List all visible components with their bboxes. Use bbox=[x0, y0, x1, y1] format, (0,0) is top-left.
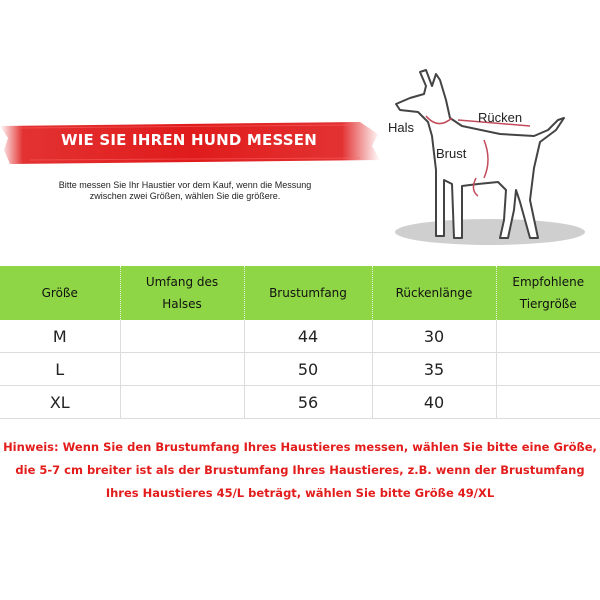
dog-silhouette bbox=[396, 70, 564, 238]
dog-measurement-diagram bbox=[380, 60, 590, 250]
table-row bbox=[0, 353, 600, 386]
cell-back: 30 bbox=[372, 320, 496, 353]
table-header-row bbox=[0, 266, 600, 320]
floor-shadow bbox=[395, 219, 585, 245]
cell-back: 35 bbox=[372, 353, 496, 386]
note-line-1: Hinweis: Wenn Sie den Brustumfang Ihres Haustieres messen, wählen Sie bitte eine Größe, bbox=[3, 440, 597, 454]
intro-text bbox=[20, 180, 350, 202]
intro-line-2: zwischen zwei Größen, wählen Sie die größere. bbox=[89, 191, 281, 201]
cell-neck bbox=[120, 320, 244, 353]
size-table bbox=[0, 266, 600, 419]
table-row bbox=[0, 386, 600, 419]
note-line-3: Ihres Haustieres 45/L beträgt, wählen Sie bitte Größe 49/XL bbox=[105, 486, 495, 500]
header-size: Größe bbox=[0, 266, 120, 320]
note-line-2: die 5-7 cm breiter ist als der Brustumfang Ihres Haustieres, z.B. wenn der Brustumfang bbox=[15, 463, 585, 477]
cell-size: L bbox=[0, 353, 120, 386]
intro-line-1: Bitte messen Sie Ihr Haustier vor dem Kauf, wenn die Messung bbox=[58, 180, 312, 190]
cell-pet-size bbox=[496, 386, 600, 419]
size-note bbox=[0, 436, 600, 505]
header-neck: Umfang des Halses bbox=[120, 266, 244, 320]
cell-chest: 50 bbox=[244, 353, 372, 386]
cell-back: 40 bbox=[372, 386, 496, 419]
cell-chest: 56 bbox=[244, 386, 372, 419]
header-pet-size: Empfohlene Tiergröße bbox=[496, 266, 600, 320]
label-neck: Hals bbox=[388, 120, 415, 135]
banner-title: WIE SIE IHREN HUND MESSEN bbox=[60, 131, 318, 149]
label-back: Rücken bbox=[478, 110, 523, 125]
cell-chest: 44 bbox=[244, 320, 372, 353]
cell-neck bbox=[120, 386, 244, 419]
cell-pet-size bbox=[496, 353, 600, 386]
cell-neck bbox=[120, 353, 244, 386]
header-chest: Brustumfang bbox=[244, 266, 372, 320]
cell-size: M bbox=[0, 320, 120, 353]
header-back: Rückenlänge bbox=[372, 266, 496, 320]
label-chest: Brust bbox=[436, 146, 467, 161]
cell-pet-size bbox=[496, 320, 600, 353]
table-row bbox=[0, 320, 600, 353]
cell-size: XL bbox=[0, 386, 120, 419]
